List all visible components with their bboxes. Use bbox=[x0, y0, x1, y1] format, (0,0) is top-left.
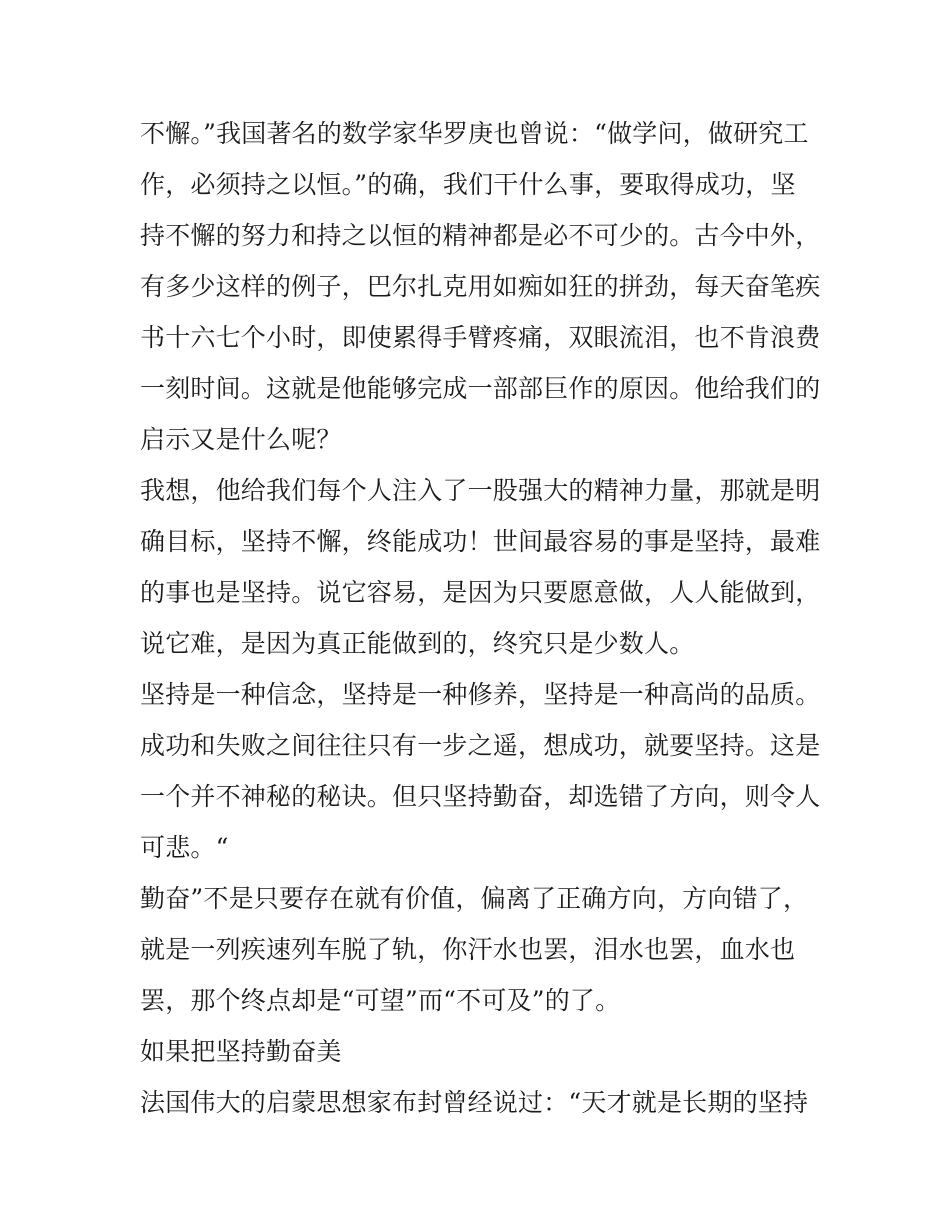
text-line-12: 坚持是一种信念，坚持是一种修养，坚持是一种高尚的品质。 bbox=[140, 680, 821, 709]
text-line-17: 就是一列疾速列车脱了轨，你汗水也罢，泪水也罢，血水也 bbox=[140, 935, 796, 964]
text-line-3: 持不懈的努力和持之以恒的精神都是必不可少的。古今中外， bbox=[140, 221, 821, 250]
text-line-20: 法国伟大的启蒙思想家布封曾经说过：“天才就是长期的坚持 bbox=[140, 1088, 809, 1117]
text-line-11: 说它难，是因为真正能做到的，终究只是少数人。 bbox=[140, 629, 695, 658]
text-line-8: 我想，他给我们每个人注入了一股强大的精神力量，那就是明 bbox=[140, 476, 821, 505]
text-line-14: 一个并不神秘的秘诀。但只坚持勤奋，却选错了方向，则令人 bbox=[140, 782, 821, 811]
body-text bbox=[140, 108, 820, 1128]
text-line-2: 作，必须持之以恒。”的确，我们干什么事，要取得成功，坚 bbox=[140, 170, 796, 199]
text-line-18: 罢，那个终点却是“可望”而“不可及”的了。 bbox=[140, 986, 621, 1015]
text-line-5: 书十六七个小时，即使累得手臂疼痛，双眼流泪，也不肯浪费 bbox=[140, 323, 821, 352]
text-line-6: 一刻时间。这就是他能够完成一部部巨作的原因。他给我们的 bbox=[140, 374, 821, 403]
text-line-4: 有多少这样的例子，巴尔扎克用如痴如狂的拼劲，每天奋笔疾 bbox=[140, 272, 821, 301]
text-line-9: 确目标，坚持不懈，终能成功！世间最容易的事是坚持，最难 bbox=[140, 527, 821, 556]
text-line-7: 启示又是什么呢？ bbox=[140, 425, 342, 454]
text-line-1: 不懈。”我国著名的数学家华罗庚也曾说：“做学问，做研究工 bbox=[140, 119, 809, 148]
text-line-16: 勤奋”不是只要存在就有价值，偏离了正确方向，方向错了， bbox=[140, 884, 809, 913]
text-line-15: 可悲。“ bbox=[140, 833, 229, 862]
text-line-19: 如果把坚持勤奋美 bbox=[140, 1037, 342, 1066]
text-line-13: 成功和失败之间往往只有一步之遥，想成功，就要坚持。这是 bbox=[140, 731, 821, 760]
text-line-10: 的事也是坚持。说它容易，是因为只要愿意做，人人能做到， bbox=[140, 578, 821, 607]
